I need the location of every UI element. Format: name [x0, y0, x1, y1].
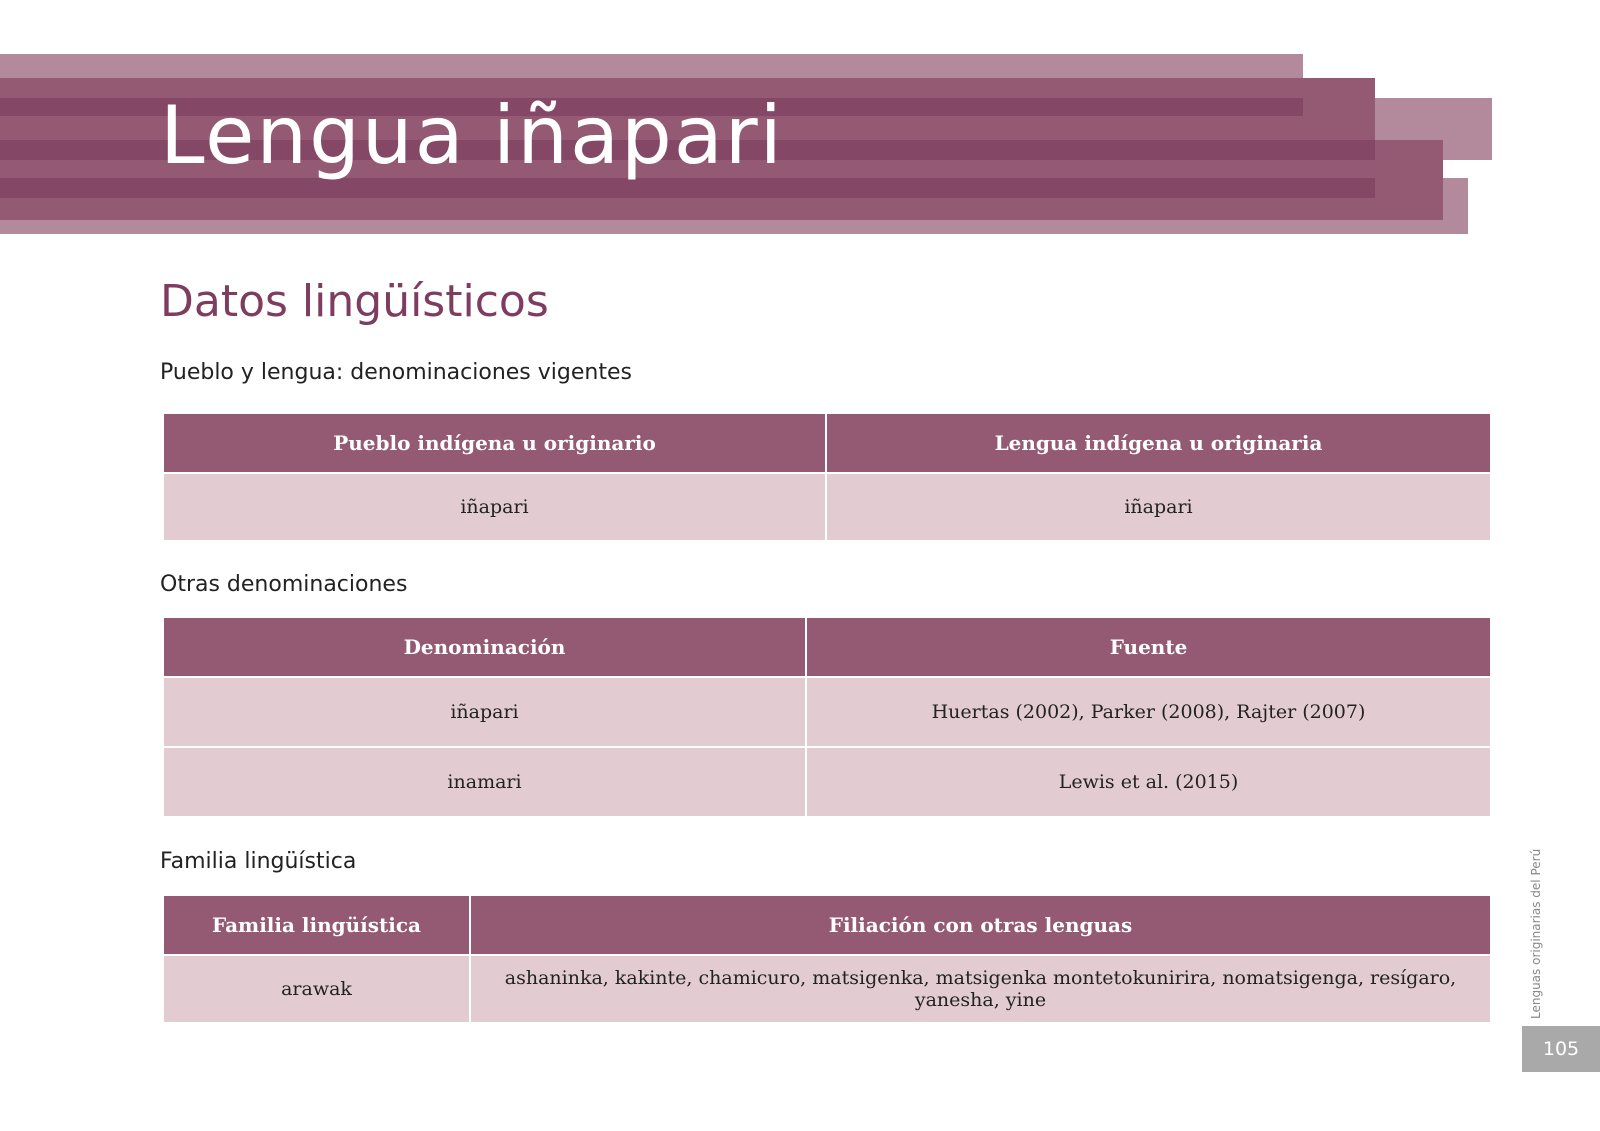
table1-cell-pueblo: iñapari — [163, 473, 826, 541]
table3-header-filiacion: Filiación con otras lenguas — [470, 895, 1491, 955]
table1-cell-lengua: iñapari — [826, 473, 1491, 541]
table-row — [163, 747, 1491, 817]
table2-cell-fuente: Lewis et al. (2015) — [806, 747, 1491, 817]
table-row — [163, 473, 1491, 541]
page-title: Lengua iñapari — [160, 89, 784, 182]
current-names-table — [162, 412, 1492, 542]
banner-stripe — [0, 200, 1443, 220]
table2-cell-fuente: Huertas (2002), Parker (2008), Rajter (2007) — [806, 677, 1491, 747]
table2-header-denominacion: Denominación — [163, 617, 806, 677]
page-number: 105 — [1522, 1026, 1600, 1072]
table1-caption: Pueblo y lengua: denominaciones vigentes — [160, 360, 632, 385]
table3-cell-familia: arawak — [163, 955, 470, 1023]
table3-header-familia: Familia lingüística — [163, 895, 470, 955]
section-title: Datos lingüísticos — [160, 276, 549, 327]
family-table — [162, 894, 1492, 1024]
table3-caption: Familia lingüística — [160, 849, 357, 874]
table2-caption: Otras denominaciones — [160, 572, 408, 597]
table2-cell-denominacion: iñapari — [163, 677, 806, 747]
table3-cell-filiacion: ashaninka, kakinte, chamicuro, matsigenka, matsigenka montetokunirira, nomatsigenga, resígaro, yanesha, yine — [470, 955, 1491, 1023]
running-footer-vertical: Lenguas originarias del Perú — [1529, 848, 1543, 1019]
table1-header-pueblo: Pueblo indígena u originario — [163, 413, 826, 473]
table-row — [163, 677, 1491, 747]
other-names-table — [162, 616, 1492, 818]
table2-cell-denominacion: inamari — [163, 747, 806, 817]
table-row — [163, 955, 1491, 1023]
table2-header-fuente: Fuente — [806, 617, 1491, 677]
table1-header-lengua: Lengua indígena u originaria — [826, 413, 1491, 473]
